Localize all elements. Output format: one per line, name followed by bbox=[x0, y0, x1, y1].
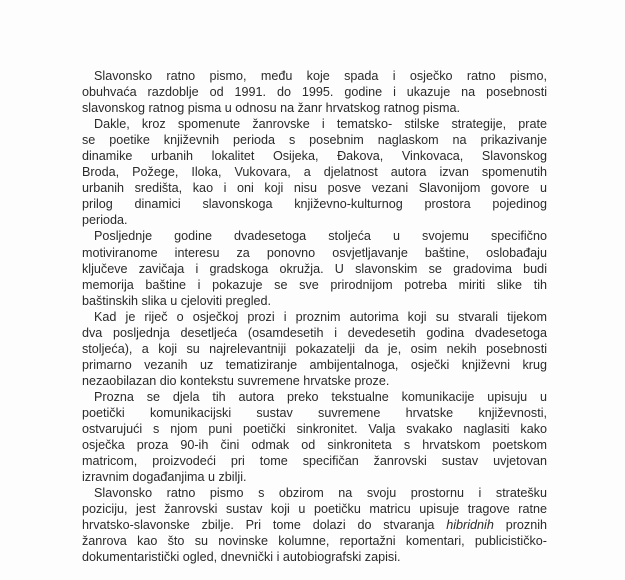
paragraph-line: izravnim događanjima u zbilji. bbox=[82, 470, 247, 485]
document-body bbox=[82, 68, 547, 565]
paragraph-line: ostvarujući s njom puni poetički sinkronitet. Valja svakako naglasiti kako bbox=[82, 422, 547, 437]
paragraph-line: urbanih središta, kao i oni koji nisu posve vezani Slavonijom govore u bbox=[82, 181, 547, 196]
paragraph-line: motiviranome interesu za ponovno osvjetljavanje baštine, oslobađaju bbox=[82, 245, 547, 260]
paragraph-line: baštinskih slika u cjeloviti pregled. bbox=[82, 293, 271, 308]
paragraph-line: Prozna se djela tih autora preko tekstualne komunikacije upisuju u bbox=[94, 389, 547, 404]
paragraph-4 bbox=[82, 309, 547, 389]
paragraph-line bbox=[82, 517, 547, 533]
paragraph-line: Slavonsko ratno pismo, među koje spada i osječko ratno pismo, bbox=[94, 69, 547, 83]
paragraph-line: ključeve zavičaja i gradskoga okružja. U slavonskim se gradovima budi bbox=[82, 261, 547, 276]
paragraph-line: osječka proza 90-ih čini odmak od sinkroniteta s hrvatskom poetskom bbox=[82, 438, 547, 453]
paragraph-line: perioda. bbox=[82, 213, 128, 228]
paragraph-line: nezaobilazan dio kontekstu suvremene hrvatske proze. bbox=[82, 373, 390, 388]
paragraph-line: stoljeća), a koji su najrelevantniji pokazatelji da je, osim nekih posebnosti bbox=[82, 341, 547, 356]
paragraph-line: Dakle, kroz spomenute žanrovske i tematsko- stilske strategije, prate bbox=[94, 117, 547, 132]
paragraph-line: primarno vezanih uz tematiziranje ambijentalnoga, osječki književni krug bbox=[82, 357, 547, 372]
paragraph-line: dva posljednja desetljeća (osamdesetih i devedesetih godina dvadesetoga bbox=[82, 325, 547, 340]
italic-term: hibridnih bbox=[446, 518, 494, 533]
paragraph-line: memorija baštine i pokazuje se sve prirodnijom potreba miriti slike tih bbox=[82, 277, 547, 292]
paragraph-line: poziciju, jest žanrovski sustav koji u poetičku matricu upisuje tragove ratne bbox=[82, 502, 547, 517]
paragraph-line: slavonskog ratnog pisma u odnosu na žanr hrvatskog ratnog pisma. bbox=[82, 101, 461, 116]
paragraph-1 bbox=[82, 68, 547, 116]
paragraph-line: Posljednje godine dvadesetoga stoljeća u svojemu specifično bbox=[94, 229, 547, 244]
paragraph-6 bbox=[82, 485, 547, 565]
paragraph-line: se poetike književnih perioda s posebnim naglaskom na prikazivanje bbox=[82, 133, 547, 148]
line-text-after: proznih bbox=[493, 518, 547, 533]
paragraph-line: Broda, Požege, Iloka, Vukovara, a djelatnost autora izvan spomenutih bbox=[82, 165, 547, 180]
paragraph-line: Slavonsko ratno pismo s obzirom na svoju prostornu i stratešku bbox=[94, 486, 547, 501]
paragraph-3 bbox=[82, 228, 547, 308]
paragraph-line: dokumentaristički ogled, dnevnički i autobiografski zapisi. bbox=[82, 550, 401, 565]
paragraph-line: matricom, proizvodeći pri tome specifičan žanrovski sustav uvjetovan bbox=[82, 454, 547, 469]
paragraph-line: dinamike urbanih lokalitet Osijeka, Đakova, Vinkovaca, Slavonskog bbox=[82, 149, 547, 164]
line-text: hrvatsko-slavonske zbilje. Pri tome dolazi do stvaranja bbox=[82, 518, 447, 533]
paragraph-line: poetički komunikacijski sustav suvremene hrvatske književnosti, bbox=[82, 405, 547, 420]
paragraph-line: obuhvaća razdoblje od 1991. do 1995. godine i ukazuje na posebnosti bbox=[82, 85, 547, 100]
paragraph-2 bbox=[82, 116, 547, 228]
paragraph-line: Kad je riječ o osječkoj prozi i proznim autorima koji su stvarali tijekom bbox=[94, 309, 547, 324]
paragraph-line: žanrova kao što su novinske kolumne, reportažni komentari, publicističko- bbox=[82, 534, 547, 549]
paragraph-line: prilog dinamici slavonskoga književno-kulturnog prostora pojedinog bbox=[82, 197, 547, 212]
paragraph-5 bbox=[82, 389, 547, 485]
